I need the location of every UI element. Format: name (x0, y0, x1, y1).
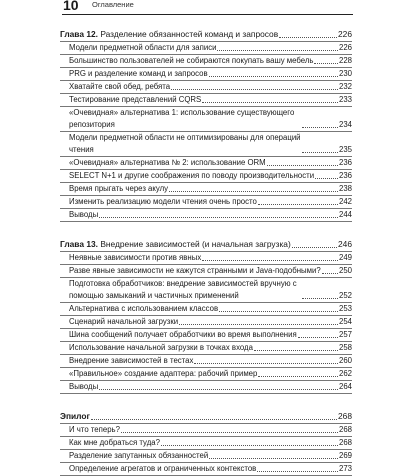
dot-leader (209, 76, 338, 77)
dot-leader (302, 152, 338, 153)
section-page-number: 236 (338, 171, 352, 180)
section-title: Шина сообщений получает обработчики во время выполнения (69, 330, 297, 339)
section-title: Модели предметной области не оптимизированы для операций чтения (69, 133, 301, 154)
toc-section-row[interactable] (60, 170, 352, 182)
section-title: Использование начальной загрузки в точках входа (69, 343, 253, 352)
chapter-name: Разделение обязанностей команд и запросов (100, 29, 279, 39)
dot-leader (161, 445, 338, 446)
dot-leader (194, 363, 338, 364)
section-title: Разве явные зависимости не кажутся странными и Java-подобными? (69, 266, 321, 275)
section-page-number: 273 (338, 464, 352, 473)
toc-section-row[interactable] (60, 157, 352, 169)
dot-leader (121, 432, 338, 433)
toc-section-row[interactable] (60, 329, 352, 341)
toc-section-row[interactable] (60, 381, 352, 393)
toc-chapter-heading[interactable] (60, 408, 352, 423)
section-title: Альтернатива с использованием классов (69, 304, 219, 313)
toc-section-row[interactable] (60, 342, 352, 354)
section-page-number: 249 (338, 253, 352, 262)
dot-leader (322, 273, 338, 274)
section-page-number: 268 (338, 438, 352, 447)
section-title: Сценарий начальной загрузки (69, 317, 179, 326)
section-title: Большинство пользователей не собираются покупать вашу мебель (69, 56, 314, 65)
section-title: «Очевидная» альтернатива № 2: использование ORM (69, 158, 266, 167)
toc-chapter (60, 236, 352, 394)
toc-section-row[interactable] (60, 132, 352, 156)
section-page-number: 242 (338, 197, 352, 206)
section-title: Разделение запутанных обязанностей (69, 451, 209, 460)
toc-section-row[interactable] (60, 278, 352, 302)
toc-section-row[interactable] (60, 463, 352, 475)
toc-chapter-heading[interactable] (60, 236, 352, 251)
section-page-number: 268 (338, 425, 352, 434)
dot-leader (257, 471, 338, 472)
toc-section-row[interactable] (60, 81, 352, 93)
toc-section-row[interactable] (60, 303, 352, 315)
section-page-number: 228 (338, 56, 352, 65)
dot-leader (202, 102, 338, 103)
chapter-label: Глава 12. (60, 29, 98, 39)
dot-leader (302, 298, 338, 299)
section-page-number: 226 (338, 43, 352, 52)
section-page-number: 257 (338, 330, 352, 339)
section-page-number: 252 (338, 291, 352, 300)
toc-section-row[interactable] (60, 265, 352, 277)
chapter-name: Внедрение зависимостей (и начальная загрузка) (100, 239, 291, 249)
section-page-number: 232 (338, 82, 352, 91)
dot-leader (258, 204, 338, 205)
section-title: И что теперь? (69, 425, 120, 434)
toc-chapter (60, 26, 352, 222)
dot-leader (169, 191, 338, 192)
section-page-number: 262 (338, 369, 352, 378)
section-title: Выводы (69, 210, 99, 219)
table-of-contents (60, 26, 352, 476)
dot-leader (99, 217, 338, 218)
dot-leader (302, 127, 338, 128)
toc-section-row[interactable] (60, 196, 352, 208)
section-page-number: 253 (338, 304, 352, 313)
dot-leader (217, 50, 338, 51)
dot-leader (258, 376, 338, 377)
dot-leader (315, 178, 338, 179)
section-title: Определение агрегатов и ограниченных контекстов (69, 464, 257, 473)
chapter-title (60, 237, 291, 251)
section-title: Внедрение зависимостей в тестах (69, 356, 194, 365)
toc-section-row[interactable] (60, 94, 352, 106)
dot-leader (171, 89, 338, 90)
chapter-page-number: 226 (338, 29, 352, 39)
chapter-title (60, 409, 90, 423)
dot-leader (279, 37, 337, 38)
section-title: Изменить реализацию модели чтения очень просто (69, 197, 257, 206)
section-page-number: 260 (338, 356, 352, 365)
chapter-page-number: 246 (338, 239, 352, 249)
section-title: Как мне добраться туда? (69, 438, 160, 447)
section-page-number: 238 (338, 184, 352, 193)
dot-leader (99, 389, 338, 390)
section-page-number: 269 (338, 451, 352, 460)
section-page-number: 234 (338, 120, 352, 129)
page-header (0, 0, 420, 26)
section-title: Модели предметной области для записи (69, 43, 217, 52)
dot-leader (179, 324, 338, 325)
toc-section-row[interactable] (60, 68, 352, 80)
dot-leader (298, 337, 338, 338)
toc-section-row[interactable] (60, 450, 352, 462)
chapter-title (60, 27, 278, 41)
section-page-number: 258 (338, 343, 352, 352)
section-title: Подготовка обработчиков: внедрение зависимостей вручную с помощью замыканий и частичных применений (69, 279, 297, 300)
header-rule (62, 14, 353, 15)
section-title: Тестирование представлений CQRS (69, 95, 202, 104)
dot-leader (254, 350, 338, 351)
toc-section-row[interactable] (60, 437, 352, 449)
chapter-label: Эпилог (60, 411, 90, 421)
section-title: Выводы (69, 382, 99, 391)
toc-section-row[interactable] (60, 209, 352, 221)
toc-section-row[interactable] (60, 316, 352, 328)
toc-chapter (60, 408, 352, 476)
page-number: 10 (63, 0, 79, 13)
dot-leader (202, 260, 338, 261)
toc-section-row[interactable] (60, 107, 352, 131)
section-page-number: 264 (338, 382, 352, 391)
dot-leader (219, 311, 338, 312)
chapter-label: Глава 13. (60, 239, 98, 249)
section-page-number: 254 (338, 317, 352, 326)
toc-section-row[interactable] (60, 55, 352, 67)
dot-leader (292, 247, 337, 248)
dot-leader (267, 165, 338, 166)
section-page-number: 244 (338, 210, 352, 219)
toc-section-row[interactable] (60, 368, 352, 380)
dot-leader (209, 458, 338, 459)
section-title: SELECT N+1 и другие соображения по поводу производительности (69, 171, 315, 180)
section-title: «Очевидная» альтернатива 1: использование существующего репозитория (69, 108, 295, 129)
section-title: «Правильное» создание адаптера: рабочий пример (69, 369, 258, 378)
toc-section-row[interactable] (60, 252, 352, 264)
chapter-spacer (60, 222, 352, 236)
section-page-number: 236 (338, 158, 352, 167)
dot-leader (314, 63, 338, 64)
toc-section-row[interactable] (60, 183, 352, 195)
section-title: Неявные зависимости против явных (69, 253, 202, 262)
section-page-number: 235 (338, 145, 352, 154)
toc-section-row[interactable] (60, 355, 352, 367)
toc-chapter-heading[interactable] (60, 26, 352, 41)
chapter-spacer (60, 394, 352, 408)
section-title: Время прыгать через акулу (69, 184, 169, 193)
running-title: Оглавление (92, 0, 134, 9)
chapter-page-number: 268 (338, 411, 352, 421)
section-page-number: 233 (338, 95, 352, 104)
section-title: Хватайте свой обед, ребята (69, 82, 171, 91)
toc-section-row[interactable] (60, 42, 352, 54)
section-page-number: 230 (338, 69, 352, 78)
toc-section-row[interactable] (60, 424, 352, 436)
section-page-number: 250 (338, 266, 352, 275)
section-title: PRG и разделение команд и запросов (69, 69, 208, 78)
